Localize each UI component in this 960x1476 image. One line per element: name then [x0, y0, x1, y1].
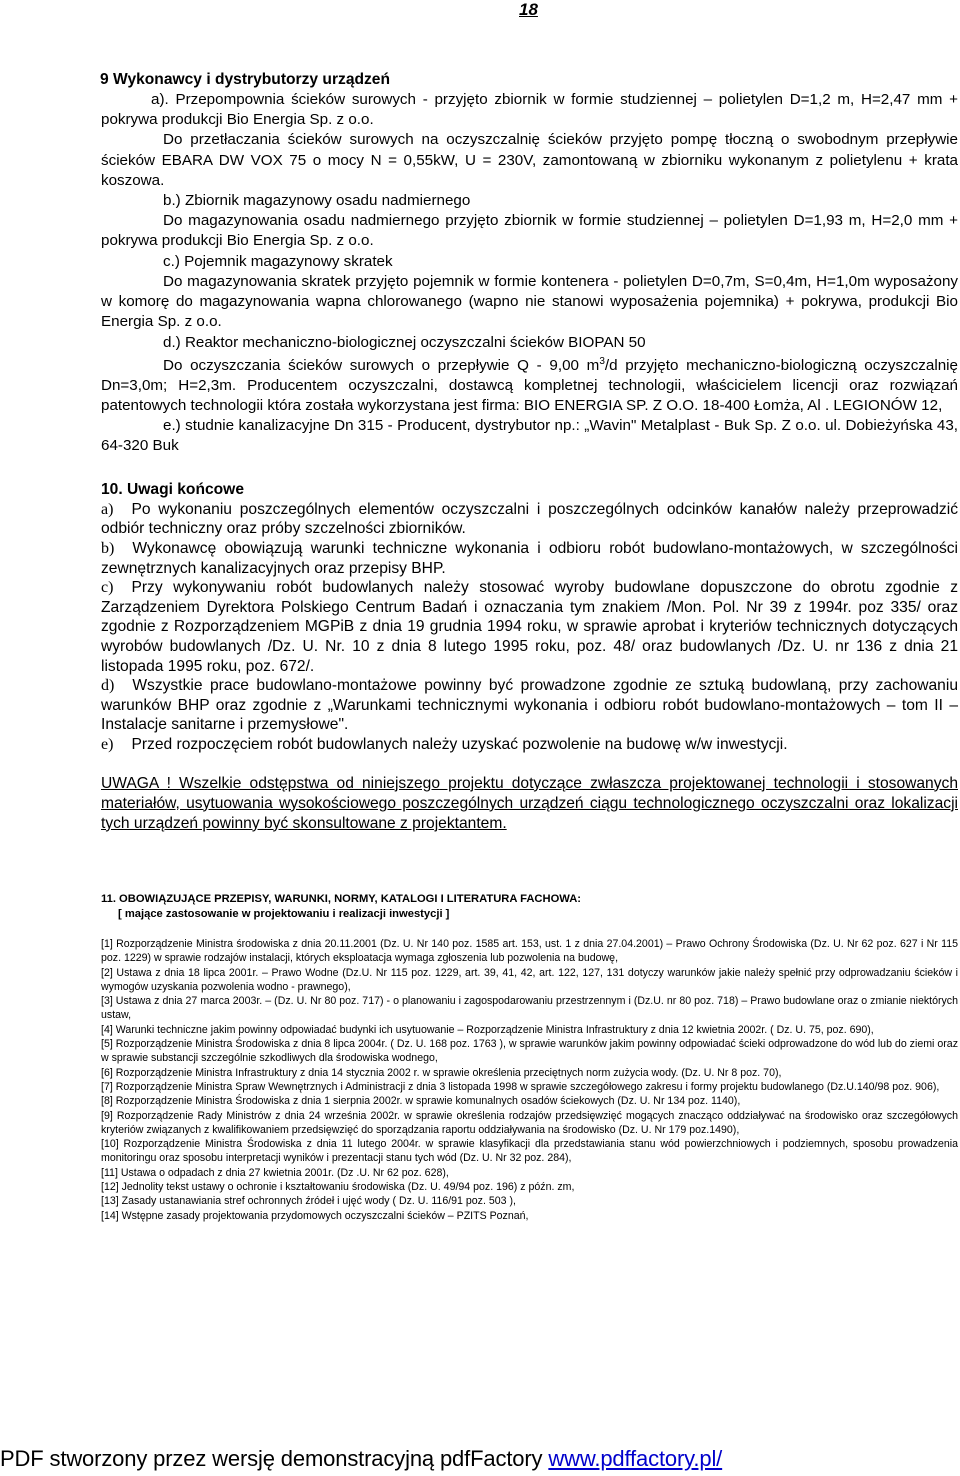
reference-item: [8] Rozporządzenie Ministra Środowiska z dnia 1 sierpnia 2002r. w sprawie komunalnych osadów ściekowych (Dz. U. Nr 134 poz. 1140), — [101, 1095, 741, 1108]
item-d-text-start: Do oczyszczania ścieków surowych o przepływie Q - 9,00 m — [163, 356, 600, 374]
footer-text: PDF stworzony przez wersję demonstracyjną pdfFactory — [0, 1446, 549, 1471]
reference-item: [13] Zasady ustanawiania stref ochronnych źródeł i ujęć wody ( Dz. U. 116/91 poz. 503 ), — [101, 1195, 516, 1208]
item-a-paragraph: Do przetłaczania ścieków surowych na oczyszczalnię ścieków przyjęto pompę tłoczną o swobodnym przepływie ścieków EBARA DW VOX 75 o mocy N = 0,55kW, U = 230V, zamontowaną w zbiorniku wykonanym z polietylenu + krata koszowa. — [101, 131, 958, 189]
references-list — [101, 937, 958, 1223]
remark-c-text: Przy wykonywaniu robót budowlanych należy stosować wyroby budowlane dopuszczone do obrotu zgodnie z Zarządzeniem Dyrektora Polskiego Centrum Badań i oznaczania tym znakiem /Mon. Pol. Nr 39 z 1994r. poz 335/ oraz zgodnie z Rozporządzeniem MGPiB z dnia 19 grudnia 1994 roku, w sprawie aprobat i kryteriów technicznych dotyczących wyrobów budowlanych /Dz. U. Nr. 10 z dnia 8 lutego 1995 roku, poz. 48/ oraz budowlanych /Dz. U. nr 136 z dnia 21 listopada 1995 roku, poz. 672/. — [101, 579, 958, 675]
remark-e — [101, 735, 958, 755]
reference-item: [7] Rozporządzenie Ministra Spraw Wewnętrznych i Administracji z dnia 3 listopada 1998 w sprawie szczegółowego zakresu i formy projektu budowlanego (Dz.U.140/98 poz. 906), — [101, 1080, 940, 1093]
remark-d-label: d) — [101, 677, 115, 695]
section-11-title: 11. OBOWIĄZUJĄCE PRZEPISY, WARUNKI, NORMY, KATALOGI I LITERATURA FACHOWA: — [101, 892, 582, 905]
reference-item: [3] Ustawa z dnia 27 marca 2003r. – (Dz. U. Nr 80 poz. 717) - o planowaniu i zagospodarowaniu przestrzennym i (Dz.U. nr 80 poz. 718) – Prawo budowlane oraz o zmianie niektórych ustaw, — [101, 995, 958, 1022]
section-9-heading: 9 Wykonawcy i dystrybutorzy urządzeń — [100, 71, 391, 88]
reference-item: [14] Wstępne zasady projektowania przydomowych oczyszczalni ścieków – PZITS Poznań, — [101, 1209, 529, 1222]
item-a-title: a). Przepompownia ścieków surowych - przyjęto zbiornik w formie studziennej – polietylen D=1,2 m, H=2,47 mm + pokrywa produkcji Bio Energia Sp. z o.o. — [101, 91, 958, 129]
remark-c — [101, 578, 958, 676]
reference-item: [10] Rozporządzenie Ministra Środowiska z dnia 11 lutego 2004r. w sprawie klasyfikacji dla przedstawiania stanu wód powierzchniowych i podziemnych, sposobu prowadzenia monitoringu oraz sposobu interpretacji wyników i prezentacji stanu tych wód (Dz. U. Nr 32 poz. 284), — [101, 1138, 958, 1165]
remark-a-text: Po wykonaniu poszczególnych elementów oczyszczalni i poszczególnych odcinków kanałów należy przeprowadzić odbiór techniczny oraz próby szczelności zbiorników. — [101, 500, 958, 538]
reference-item: [1] Rozporządzenie Ministra środowiska z dnia 20.11.2001 (Dz. U. Nr 140 poz. 1585 art. 153, ust. 1 z dnia 27.04.2001) – Prawo Ochrony Środowiska (Dz. U. Nr 62 poz. 627 i Nr 115 poz. 1229) w sprawie rodzajów instalacji, których eksploatacja wymaga zgłoszenia lub pozwolenia na budowę, — [101, 937, 958, 965]
section-10-heading: 10. Uwagi końcowe — [101, 480, 244, 498]
remark-e-label: e) — [101, 735, 114, 753]
document-body — [101, 70, 958, 1223]
item-d-text-end: /d przyjęto mechaniczno-biologiczną oczyszczalnię Dn=3,0m; H=2,3m. Producentem oczyszczalni, dostawcą kompletnej technologii, właścicielem licencji oraz rozwiązań patentowych technologii która została wykorzystana jest firma: BIO ENERGIA SP. Z O.O. 18-400 Łomża, Al . LEGIONÓW 12, — [101, 356, 958, 415]
reference-item: [4] Warunki techniczne jakim powinny odpowiadać budynki ich usytuowanie – Rozporządzenie Ministra Infrastruktury z dnia 12 kwietnia 2002r. ( Dz. U. 75, poz. 690), — [101, 1023, 874, 1036]
remark-a — [101, 500, 958, 539]
pdf-footer — [0, 1446, 722, 1472]
reference-item: [12] Jednolity tekst ustawy o ochronie i kształtowaniu środowiska (Dz. U. 49/94 poz. 196) z późn. zm, — [101, 1181, 575, 1194]
item-d-superscript: 3 — [599, 355, 605, 367]
item-b-title: b.) Zbiornik magazynowy osadu nadmiernego — [163, 192, 471, 210]
reference-item: [2] Ustawa z dnia 18 lipca 2001r. – Prawo Wodne (Dz.U. Nr 115 poz. 1229, art. 39, 41, 42, art. 122, 127, 131 dotyczy warunków jakie należy spełnić przy odprowadzaniu ścieków i wymogów uzyskania pozwolenia wodno - prawnego), — [101, 966, 958, 993]
reference-item: [6] Rozporządzenie Ministra Infrastruktury z dnia 14 stycznia 2002 r. w sprawie określenia przeciętnych norm zużycia wody. (Dz. U. Nr 8 poz. 70), — [101, 1066, 782, 1079]
item-b-paragraph: Do magazynowania osadu nadmiernego przyjęto zbiornik w formie studziennej – polietylen D=1,93 m, H=2,0 mm + pokrywa produkcji Bio Energia Sp. z o.o. — [101, 212, 958, 250]
remark-d-text: Wszystkie prace budowlano-montażowe powinny być prowadzone zgodnie ze sztuką budowlaną, przy zachowaniu warunków BHP oraz zgodnie z „Warunkami technicznymi wykonania i odbioru robót budowlano-montażowych – tom II – Instalacje sanitarne i przemysłowe". — [101, 677, 958, 734]
item-d-title: d.) Reaktor mechaniczno-biologicznej oczyszczalni ścieków BIOPAN 50 — [163, 334, 646, 352]
remark-b-text: Wykonawcę obowiązują warunki techniczne wykonania i odbioru robót budowlano-montażowych, w szczególności zewnętrznych kanalizacyjnych oraz przepisy BHP. — [101, 540, 958, 577]
item-d-paragraph — [101, 356, 958, 417]
item-e-paragraph: e.) studnie kanalizacyjne Dn 315 - Producent, dystrybutor np.: „Wavin" Metalplast - Buk Sp. Z o.o. ul. Dobieżyńska 43, 64-320 Buk — [101, 417, 958, 455]
page-number: 18 — [519, 0, 538, 19]
section-11-subtitle: [ mające zastosowanie w projektowaniu i realizacji inwestycji ] — [118, 907, 450, 920]
warning-note: UWAGA ! Wszelkie odstępstwa od niniejszego projektu dotyczące zwłaszcza projektowanej technologii i stosowanych materiałów, usytuowania wysokościowego poszczególnych urządzeń ciągu technologicznego oczyszczalni oraz lokalizacji tych urządzeń powinny być skonsultowane z projektantem. — [101, 774, 958, 832]
remark-e-text: Przed rozpoczęciem robót budowlanych należy uzyskać pozwolenie na budowę w/w inwestycji. — [131, 735, 788, 753]
remark-d — [101, 676, 958, 735]
item-c-title: c.) Pojemnik magazynowy skratek — [163, 252, 393, 270]
reference-item: [9] Rozporządzenie Rady Ministrów z dnia 24 września 2002r. w sprawie określenia rodzajów przedsięwzięć mogących znacząco oddziaływać na środowisko oraz szczegółowych kryteriów związanych z kwalifikowaniem przedsięwzięć do sporządzania raportu oddziaływania na środowisko (Dz. U. Nr 179 poz.1490), — [101, 1109, 958, 1136]
remark-b-label: b) — [101, 540, 115, 558]
reference-item: [11] Ustawa o odpadach z dnia 27 kwietnia 2001r. (Dz .U. Nr 62 poz. 628), — [101, 1166, 449, 1179]
footer-link[interactable]: www.pdffactory.pl/ — [548, 1446, 723, 1471]
remark-a-label: a) — [101, 500, 114, 518]
item-c-paragraph: Do magazynowania skratek przyjęto pojemnik w formie kontenera - polietylen D=0,7m, S=0,4m, H=1,0m wyposażony w komorę do magazynowania wapna chlorowanego (wapno nie stanowi wyposażenia pojemnika) + pokrywa, produkcji Bio Energia Sp. z o.o. — [101, 272, 958, 331]
remark-b — [101, 539, 958, 578]
remark-c-label: c) — [101, 579, 114, 597]
reference-item: [5] Rozporządzenie Ministra Środowiska z dnia 8 lipca 2004r. ( Dz. U. 168 poz. 1763 ), w sprawie warunków jakim powinny odpowiadać ścieki odprowadzone do wód lub do ziemi oraz w sprawie substancji szczególnie szkodliwych dla środowiska wodnego, — [101, 1038, 958, 1065]
section-11-heading — [101, 892, 958, 922]
